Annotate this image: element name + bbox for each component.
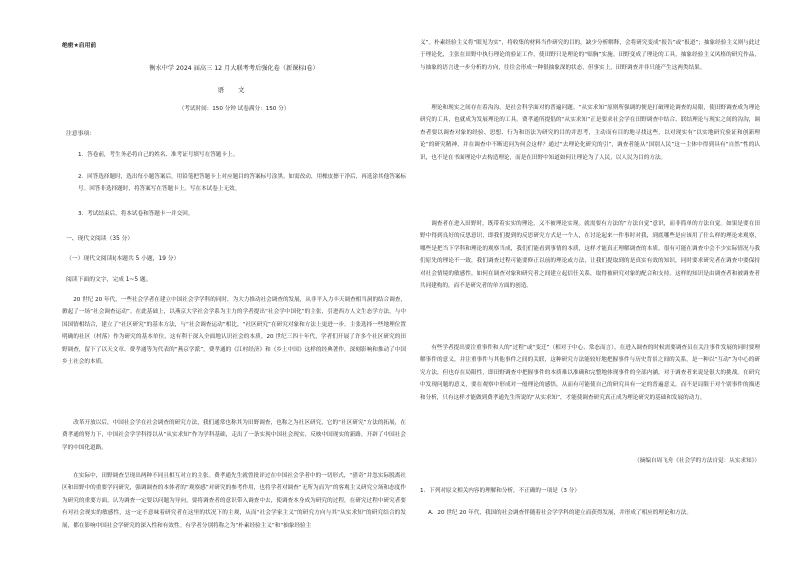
note-item-1: 1．答卷前，考生务必将自己的姓名、准考证号填写在答题卡上。 — [78, 152, 239, 158]
subject-title: 语 文 — [217, 86, 251, 94]
passage-paragraph-7 — [420, 342, 760, 450]
exam-title: 衡水中学 2024 届高三 12 月大联考考后强化卷（新课标Ⅰ卷） — [149, 65, 319, 72]
section-reading: 一、现代文阅读（35 分） — [66, 236, 134, 242]
passage-paragraph-4 — [420, 37, 760, 99]
note-item-2: 2．回答选择题时，选出每小题答案后，用铅笔把答题卡上对应题目的答案标号涂黑。如需改动，用橡皮擦干净后，再选涂其他答案标号。回答非选择题时，将答案写在答题卡上。写在本试卷上无效。 — [78, 174, 406, 192]
question-option-a: A．20 世纪 20 年代，我国的社会调查伴随着社会学学科的建立而获得发展，并形成了相应的理论和方法。 — [428, 510, 692, 516]
passage-paragraph-text: 改革开放以后，中国社会学在社会调查的研究方法，我们通常也称其为田野调查，也称之为社区研究，它的“社区研究”方法的拓展，在费孝通的努力下，中国社会学学科得以从“从实求知”作为学科基础，走出了一条实现中国社会现实、反映中国现实的新路，开辟了中国社会学的中国化道路。 — [62, 420, 406, 451]
passage-paragraph-5 — [420, 102, 760, 213]
passage-paragraph-text: 义”。朴素经验主义将“眼见为实”，将收集的材料当作研究的目的，缺少分析解释，会将研究变成“报告”或“报道”；抽象经验主义则与此过于理论化，主张在田野中执行理论的验证工作，使田野只是理论的“贴胸”实施。田野变成了理论的工具，抽象经验主义风格的研究作品，与抽象的语言进一步分析的方向，往往会形成一种很抽象深的状态，但事实上，田野调查并非只能产生这两类结果。 — [420, 40, 760, 71]
passage-paragraph-text: 理论和现实之间存在着沟沟，是社会科学面对的普遍问题。“从实求知”原则所强调的便是打破理论调查的局限，使田野调查成为理论研究的工具，也就成为发展理论的工具。费孝通所提倡的“从实求知”正是要求社会学在田野调查中结合、联结理论与现实之间的沟沟，调查者要以调查对象的经验、思想、行为和语法为研究的目的并思考，主动而有目的地寻找这些，以对现实有“以实地研究验证和创新理论”的研究精神，并在调查中不断追问为何会这样？通过“去理论化研究的引”，调查者能从“国别人民”这一主体中得到具有“自然”性的认识，也不是在书面理论中去构造理论，而是在田野中知道如何让理论为了人民，以人民为目的方法。 — [420, 105, 760, 161]
passage-paragraph-1 — [62, 294, 406, 412]
passage-paragraph-6 — [420, 218, 760, 336]
confidential-mark: 绝密★启用前 — [62, 43, 97, 49]
passage-paragraph-2 — [62, 417, 406, 467]
section-reading-one: （一）现代文阅读Ⅰ(本题共 5 小题，19 分） — [66, 256, 180, 262]
passage-paragraph-text: 有些学者提出要注重事件和人的“过程”或“变迁”（相对于中心、常态而言），在进入调查的时候需要调查员在关注事件发展的同时要理解事件的意义，并注重事件与其他事件之间的关联，这种研究方法能较好地把握事件与历史背景之间的关系，是一种以“互动”为中心的研究方法，但也存在局限性，即田野调查中把握事件的本质难以准确和完整地体现事件的全部内涵，对于调查者来说是很大的挑战。在研究中发现问题的意义，要在观察中形成对一般理论的感悟，从而有可能使自己的研究具有一定的普遍意义，而不是局限于对个别事件的描述和分析，只有这样才能做到费孝通先生所说的“从实求知”，才能使调查研究真正成为理论研究的基础和发展的动力。 — [420, 345, 760, 401]
passage-paragraph-text: 20 世纪 20 年代，一些社会学者在建立中国社会学学科的同时，为大力推动社会调查的发展，从非平入力丰天调查相当洞的结合调查，掀起了一场“社会调查运动”。在此基础上，以燕京大学社会学系为主力的学者提出“社会学中国化”的主张，引进西方人文生态学方法，与中国国情相结合，建立了“社区研究”的基本方法，与“社会调查运动”相比，“社区研究”在研究对象和方法上更进一步。主张选择一些地理位置明确的社区（村落）作为研究的基本单位，这有利于深入全面地认识社会的本质。20 世纪三四十年代，学者们开展了许多个社区研究的田野调查，留下了以天文章、费孝通等为代表的“燕京学派”，费孝通的《江村经济》和《乡土中国》这样的经典著作，深刻影响和推动了中国乡土社会的本质。 — [62, 297, 406, 366]
notes-heading: 注意事项： — [66, 131, 95, 137]
passage-paragraph-3 — [62, 470, 406, 545]
note-item-3: 3．考试结束后，将本试卷和答题卡一并交回。 — [78, 211, 194, 217]
time-info: （考试时间：150 分钟 试卷满分：150 分） — [178, 106, 290, 112]
reading-instruction: 阅读下面的文字，完成 1~5 题。 — [66, 277, 152, 283]
passage-paragraph-text: 调查者在进入田野时，既带着实实的理论，又不被理论实现。就需要有方法的“方法自觉”意识，而非简单的方法自觉。如果是要在田野中得到良好的反思意识，即我们提到的反思研究方式是一个人，在讨论起来一件事时对我，到底哪些是应该用了什么样的理论来观察，哪些是把当下学科和理论的观察当成，我们们能看到事情的本质，这样才能真正理解调查的本质。很有可能在调查中会不少实际情况与我们原先的理论不一致，我们调查过程可能要修正以前的理论或方法，让我们提取到的是真实有效的知识，同时要求研究者在调查中要保持对社会情境的敏感性。如何在调查对象和研究者之间建立起信任关系，取得被研究对象的配合和支持。这样的知识是由调查者和被调查者共同建构的，而不是研究者的单方面的创造。 — [420, 221, 760, 290]
passage-paragraph-text: 在实际中，田野调查呈现出两种不同且相互对立的主张。费孝通先生就曾批评过在中国社会学者中的一切形式，“猎奇”并忽实际脱离社区和田野中的重要学问研究，强调调查的本体者的“观察感”对研究的参考作用，也将学者对调查“无所为而为”的客观主义研究立场和态度作为研究的重要方面，认为调查一定要以问题为导向，要将调查者的意识带入调查中去，使调查本身成为研究的过程，在研究过程中研究者要有对社会现实的敏感性，这一定不意味着研究者在这里的状况下的主观，从而“社会学家主义”的研究方向与其“从实求知”的研究结合的发展，都在影响中国社会学研究的深入性和有效性。有学者分别将称之为“朴素经验主义”和“抽象经验主 — [62, 473, 406, 529]
question-stem: 1．下列对原文相关内容的理解和分析，不正确的一项是（3 分） — [420, 488, 580, 494]
passage-source: （摘编自周飞舟《社会学的方法自觉：从实求知》） — [634, 458, 760, 464]
